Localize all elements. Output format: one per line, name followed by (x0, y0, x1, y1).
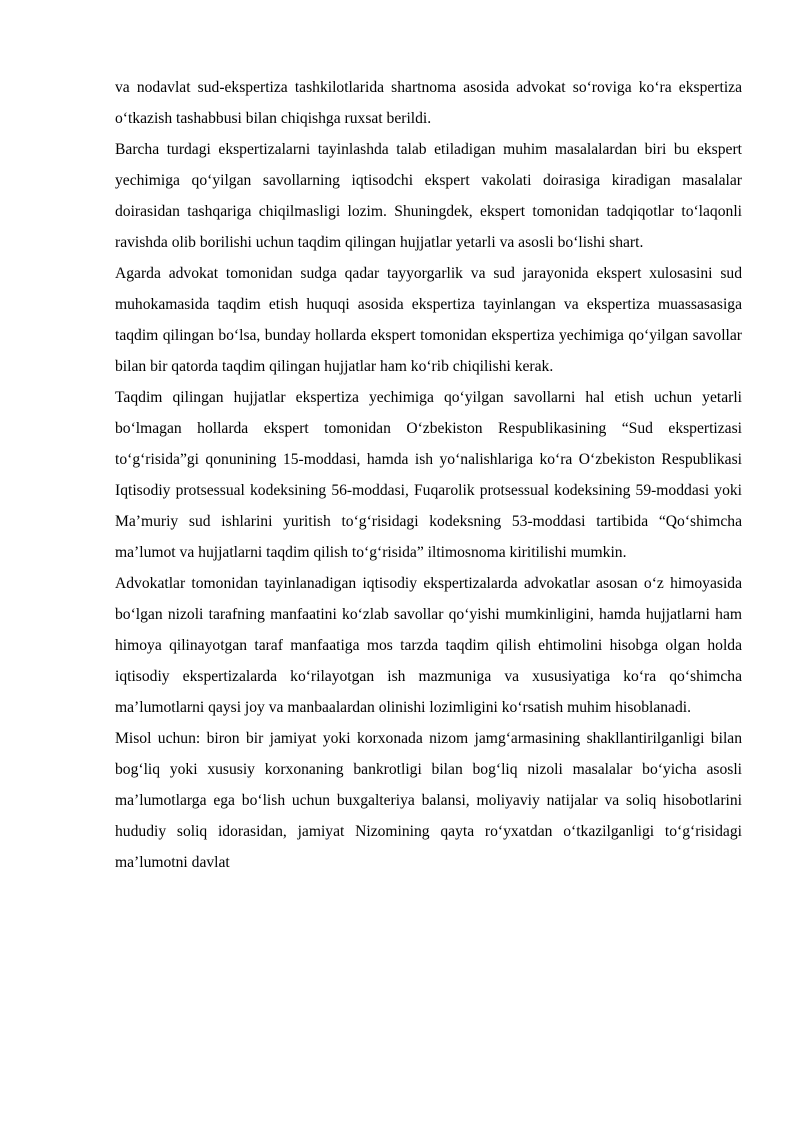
paragraph-1: va nodavlat sud-ekspertiza tashkilotlarida shartnoma asosida advokat so‘roviga ko‘ra ekspertiza o‘tkazish tashabbusi bilan chiqishga ruxsat berildi. (115, 79, 742, 127)
paragraph-3: Agarda advokat tomonidan sudga qadar tayyorgarlik va sud jarayonida ekspert xulosasini sud muhokamasida taqdim etish huquqi asosida ekspertiza tayinlangan va ekspertiza muassasasiga taqdim qilingan bo‘lsa, bunday hollarda ekspert tomonidan ekspertiza yechimiga qo‘yilgan savollar bilan bir qatorda taqdim qilingan hujjatlar ham ko‘rib chiqilishi kerak. (115, 265, 742, 375)
paragraph-4: Taqdim qilingan hujjatlar ekspertiza yechimiga qo‘yilgan savollarni hal etish uchun yetarli bo‘lmagan hollarda ekspert tomonidan O‘zbekiston Respublikasining “Sud ekspertizasi to‘g‘risida”gi qonunining 15-moddasi, hamda ish yo‘nalishlariga ko‘ra O‘zbekiston Respublikasi Iqtisodiy protsessual kodeksining 56-moddasi, Fuqarolik protsessual kodeksining 59-moddasi yoki Ma’muriy sud ishlarini yuritish to‘g‘risidagi kodeksning 53-moddasi tartibida “Qo‘shimcha ma’lumot va hujjatlarni taqdim qilish to‘g‘risida” iltimosnoma kiritilishi mumkin. (115, 389, 742, 561)
paragraph-2: Barcha turdagi ekspertizalarni tayinlashda talab etiladigan muhim masalalardan biri bu ekspert yechimiga qo‘yilgan savollarning iqtisodchi ekspert vakolati doirasiga kiradigan masalalar doirasidan tashqariga chiqilmasligi lozim. Shuningdek, ekspert tomonidan tadqiqotlar to‘laqonli ravishda olib borilishi uchun taqdim qilingan hujjatlar yetarli va asosli bo‘lishi shart. (115, 141, 742, 251)
paragraph-5: Advokatlar tomonidan tayinlanadigan iqtisodiy ekspertizalarda advokatlar asosan o‘z himoyasida bo‘lgan nizoli tarafning manfaatini ko‘zlab savollar qo‘yishi mumkinligini, hamda hujjatlarni ham himoya qilinayotgan taraf manfaatiga mos tarzda taqdim qilish ehtimolini hisobga olgan holda iqtisodiy ekspertizalarda ko‘rilayotgan ish mazmuniga va xususiyatiga ko‘ra qo‘shimcha ma’lumotlarni qaysi joy va manbaalardan olinishi lozimligini ko‘rsatish muhim hisoblanadi. (115, 575, 742, 716)
paragraph-6: Misol uchun: biron bir jamiyat yoki korxonada nizom jamg‘armasining shakllantirilganligi bilan bog‘liq yoki xususiy korxonaning bankrotligi bilan bog‘liq nizoli masalalar bo‘yicha asosli ma’lumotlarga ega bo‘lish uchun buxgalteriya balansi, moliyaviy natijalar va soliq hisobotlarini hududiy soliq idorasidan, jamiyat Nizomining qayta ro‘yxatdan o‘tkazilganligi to‘g‘risidagi ma’lumotni davlat (115, 730, 742, 871)
document-page (115, 72, 742, 878)
